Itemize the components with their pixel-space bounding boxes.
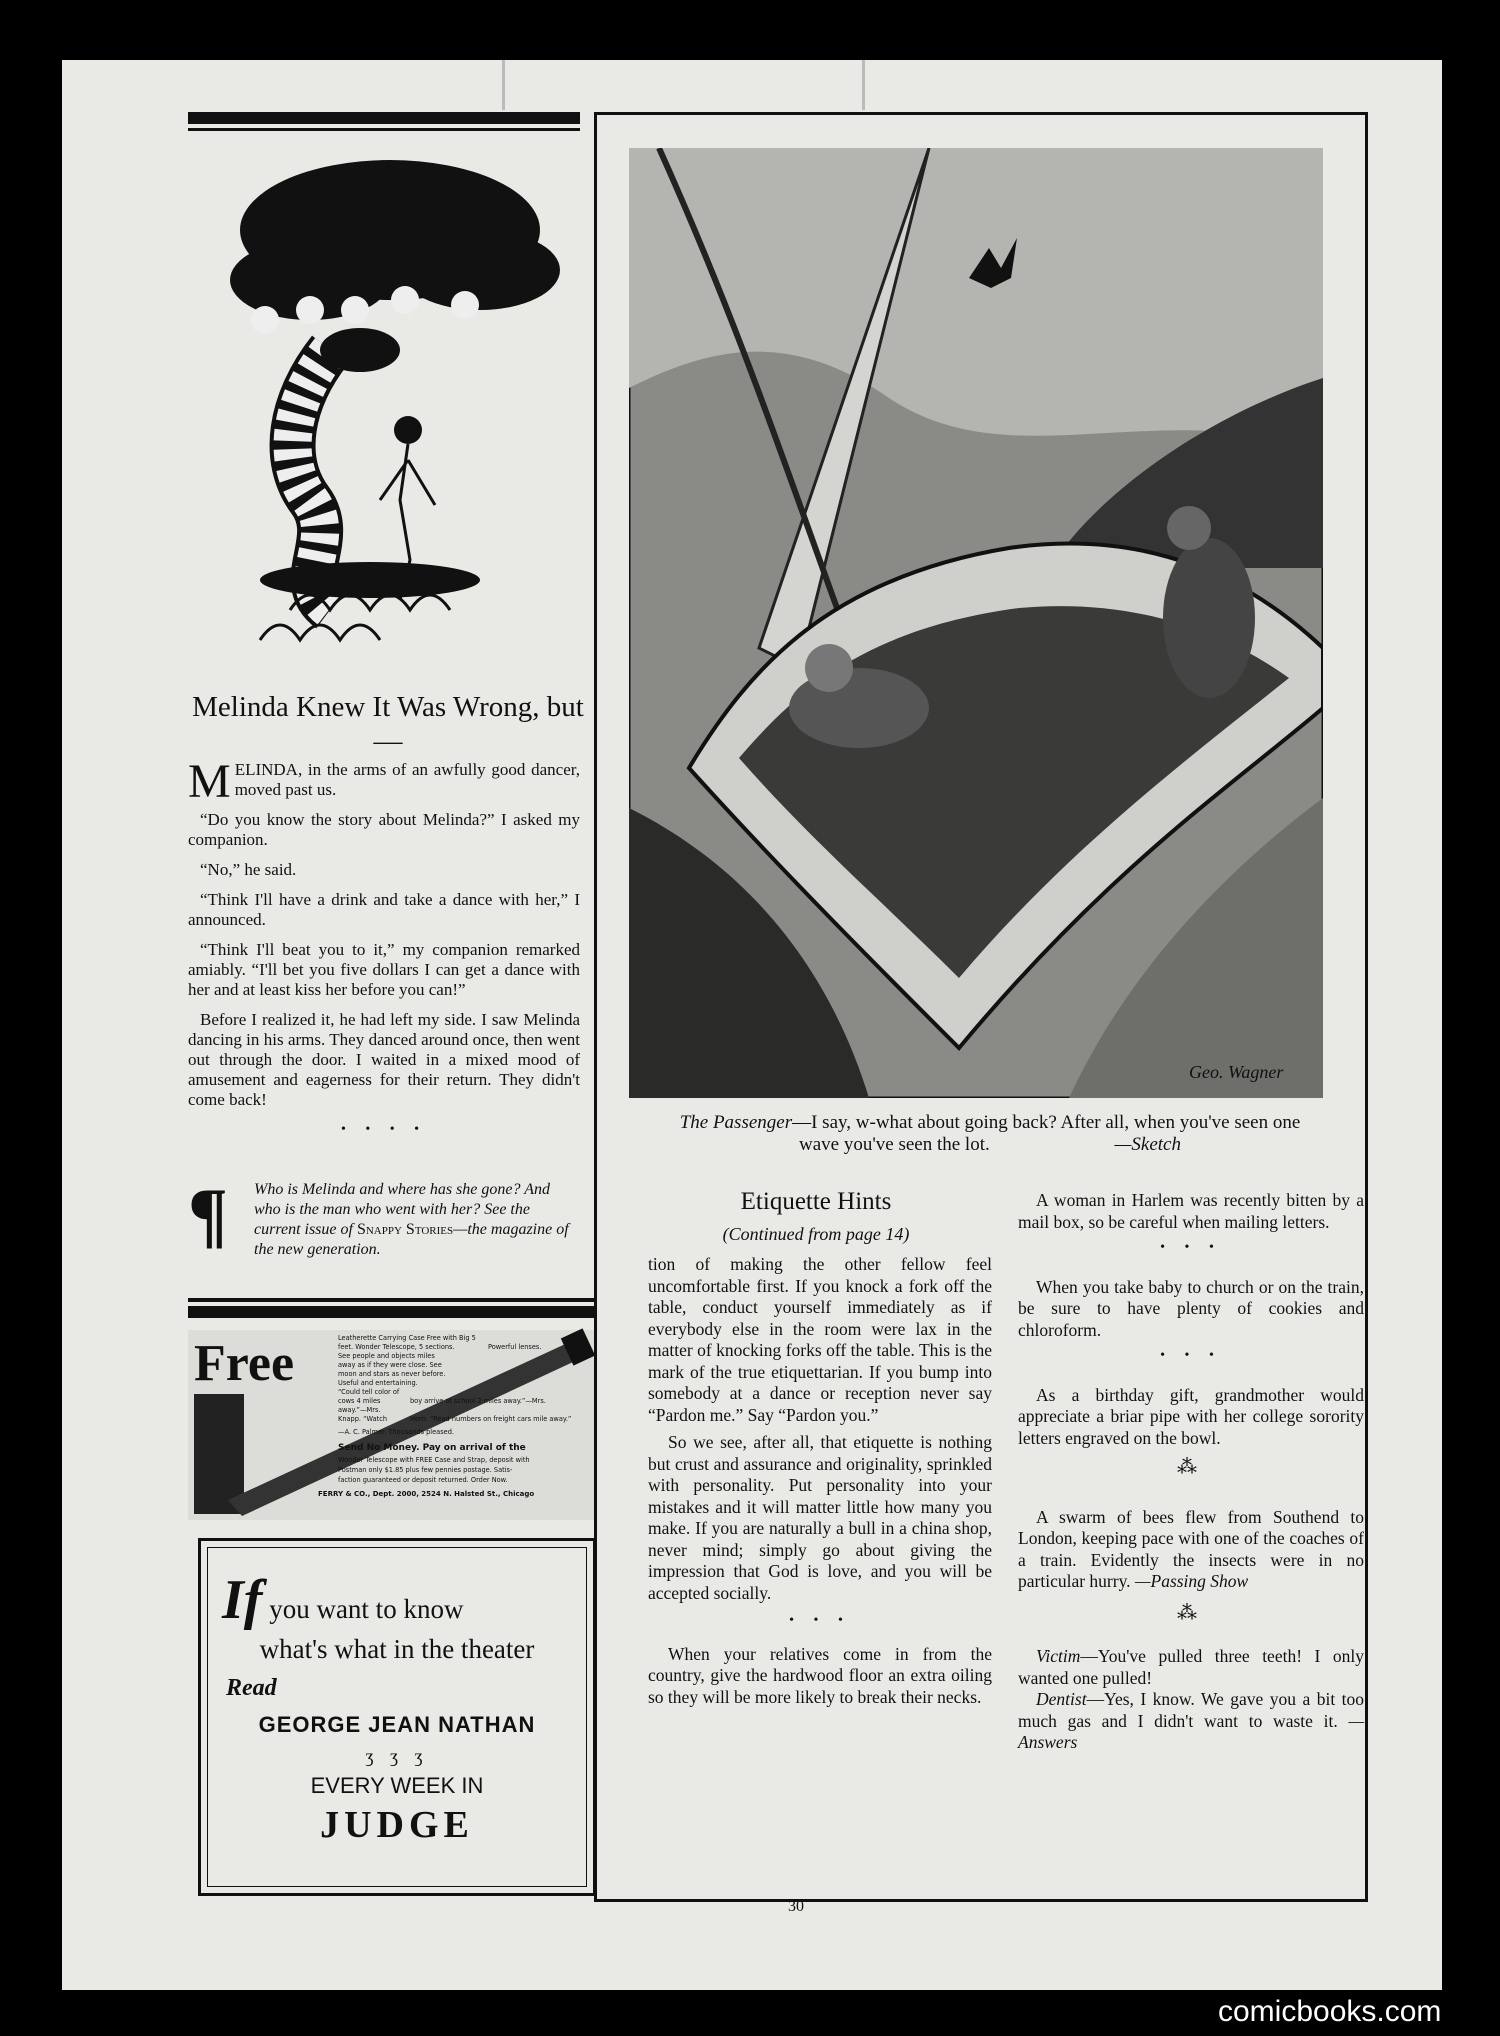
joke-source: —Passing Show xyxy=(1134,1571,1249,1591)
snappy-stories-promo xyxy=(188,1174,580,1260)
etiquette-column xyxy=(648,1254,992,1714)
joke-paragraph xyxy=(1018,1646,1364,1689)
separator-ornament: ⁂ xyxy=(1177,1601,1205,1624)
judge-ad-inner xyxy=(207,1547,587,1887)
judge-author: GEORGE JEAN NATHAN xyxy=(258,1712,536,1737)
svg-text:FERRY & CO., Dept. 2000, 2524: FERRY & CO., Dept. 2000, 2524 N. Halsted St., Chicago xyxy=(318,1490,535,1498)
svg-text:away as if they were close. Se: away as if they were close. See xyxy=(338,1361,442,1369)
svg-text:faction guaranteed or deposit: faction guaranteed or deposit returned. Order Now. xyxy=(338,1476,508,1484)
svg-text:Postman only $1.85 plus few pe: Postman only $1.85 plus few pennies postage. Satis- xyxy=(338,1466,513,1474)
promo-text xyxy=(254,1180,580,1260)
judge-ornament: ʒ ʒ ʒ xyxy=(365,1746,429,1766)
joke-paragraph: As a birthday gift, grandmother would appreciate a briar pipe with her college sorority letters engraved on the bowl. xyxy=(1018,1384,1364,1448)
judge-read: Read xyxy=(226,1675,277,1701)
victim-text: —You've pulled three teeth! I only wanted one pulled! xyxy=(1018,1646,1364,1688)
judge-every-week: EVERY WEEK IN xyxy=(310,1773,484,1798)
free-label: Free xyxy=(194,1335,295,1392)
separator-dots: • • • xyxy=(1160,1240,1222,1255)
etiquette-title: Etiquette Hints xyxy=(740,1188,892,1215)
judge-line1-text: you want to know xyxy=(269,1594,464,1624)
top-rule-thin xyxy=(188,128,580,131)
ad-rule xyxy=(188,1298,596,1302)
story-paragraph: “Think I'll beat you to it,” my companion remarked amiably. “I'll bet you five dollars I can get a dance with her and at least kiss her before you can!” xyxy=(188,940,580,999)
caption-speaker: The Passenger xyxy=(679,1112,793,1133)
svg-text:Send No Money. Pay on arrival: Send No Money. Pay on arrival of the xyxy=(338,1443,526,1453)
story-paragraph: Before I realized it, he had left my side. I saw Melinda dancing in his arms. They danced around once, then went out through the door. I waited in a mixed mood of amusement and eagerness for their return. They didn't come back! xyxy=(188,1010,580,1109)
etiquette-paragraph: When your relatives come in from the country, give the hardwood floor an extra oiling so they will be more likely to break their necks. xyxy=(648,1643,992,1707)
serpent-tree-illustration xyxy=(200,140,580,670)
svg-text:cows 4 miles: cows 4 miles xyxy=(338,1397,381,1405)
story-paragraph xyxy=(188,755,580,808)
joke-paragraph xyxy=(1018,1689,1364,1754)
big-if: If xyxy=(222,1569,263,1631)
melinda-title: Melinda Knew It Was Wrong, but— xyxy=(192,691,584,757)
watermark: comicbooks.com xyxy=(1218,1995,1442,2028)
separator-dots: • • • xyxy=(789,1613,851,1628)
magazine-name: Snappy Stories xyxy=(356,1221,454,1238)
svg-text:feet. Wonder Telescope, 5 sect: feet. Wonder Telescope, 5 sections. xyxy=(338,1343,455,1351)
victim-label: Victim xyxy=(1036,1646,1081,1666)
svg-text:Leatherette Carrying Case Free: Leatherette Carrying Case Free with Big 5 xyxy=(338,1334,476,1342)
svg-text:away.”—Mrs.: away.”—Mrs. xyxy=(338,1406,381,1414)
story-text: ELINDA, in the arms of an awfully good dancer, moved past us. xyxy=(234,760,580,799)
jokes-column xyxy=(1018,1190,1364,1754)
artist-signature: Geo. Wagner xyxy=(1189,1062,1284,1082)
judge-ad xyxy=(198,1538,596,1896)
melinda-story xyxy=(188,755,580,1144)
svg-text:See people and objects miles: See people and objects miles xyxy=(338,1352,435,1360)
promo-text-a: Who is Melinda and where has she gone? And who is the man who went with her? See the current issue of xyxy=(254,1181,550,1238)
joke-paragraph: When you take baby to church or on the train, be sure to have plenty of cookies and chloroform. xyxy=(1018,1276,1364,1340)
dentist-text: —Yes, I know. We gave you a bit too much gas and I didn't want to waste it. xyxy=(1018,1689,1364,1731)
svg-text:Wonder Telescope with FREE Cas: Wonder Telescope with FREE Case and Strap, deposit with xyxy=(338,1456,530,1464)
judge-magazine: JUDGE xyxy=(320,1804,474,1846)
telescope-ad xyxy=(188,1310,596,1520)
svg-text:moon and stars as never before: moon and stars as never before. xyxy=(338,1370,446,1378)
joke-source: —Answers xyxy=(1018,1710,1364,1752)
dropcap: M xyxy=(188,755,231,808)
separator-dots: • • • xyxy=(1160,1348,1222,1363)
etiquette-paragraph: So we see, after all, that etiquette is nothing but crust and assurance and originality, sprinkled with personality. Put personality into your mistakes and it will matter little how many you make. If you are naturally a bull in a china shop, never mind; simply go about giving the impression that God is love, and you will be accepted socially. xyxy=(648,1432,992,1603)
promo-text-b: —the magazine of the new generation. xyxy=(254,1221,569,1258)
dentist-label: Dentist xyxy=(1036,1689,1087,1709)
separator-dots: • • • • xyxy=(340,1122,428,1137)
svg-text:Horn. “Read numbers on freight: Horn. “Read numbers on freight cars mile away.” xyxy=(410,1415,572,1423)
boat-in-storm-illustration xyxy=(629,148,1323,1098)
binding-mark xyxy=(502,60,505,110)
svg-text:“Could tell color of: “Could tell color of xyxy=(338,1388,400,1396)
svg-text:Powerful lenses.: Powerful lenses. xyxy=(488,1343,542,1351)
joke-paragraph xyxy=(1018,1507,1364,1593)
story-paragraph: “Think I'll have a drink and take a dance with her,” I announced. xyxy=(188,890,580,929)
story-paragraph: “No,” he said. xyxy=(200,860,297,879)
etiquette-paragraph: tion of making the other fellow feel uncomfortable first. If you knock a fork off the table, conduct yourself immediately as if everybody else in the room were lax in the matter of knocking forks off the table. This is the mark of the true etiquettarian. If you bump into somebody at a dance or reception never say “Pardon me.” Say “Pardon you.” xyxy=(648,1254,992,1425)
illustration-caption xyxy=(660,1112,1320,1156)
caption-text: —I say, w-what about going back? After all, when you've seen one wave you've seen the lot. xyxy=(792,1112,1301,1155)
judge-line2: what's what in the theater xyxy=(259,1634,535,1664)
binding-mark xyxy=(862,60,865,110)
svg-text:Useful and entertaining.: Useful and entertaining. xyxy=(338,1379,418,1387)
pilcrow-icon: ¶ xyxy=(188,1174,228,1256)
judge-line1 xyxy=(208,1568,586,1632)
caption-source: —Sketch xyxy=(1114,1134,1181,1155)
story-paragraph: “Do you know the story about Melinda?” I asked my companion. xyxy=(188,810,580,849)
svg-text:boy arrive at school 2 miles a: boy arrive at school 2 miles away.”—Mrs. xyxy=(410,1397,546,1405)
page-number: 30 xyxy=(788,1898,804,1915)
joke-paragraph: A woman in Harlem was recently bitten by a mail box, so be careful when mailing letters. xyxy=(1018,1190,1364,1232)
separator-ornament: ⁂ xyxy=(1177,1456,1205,1478)
etiquette-continued: (Continued from page 14) xyxy=(722,1224,910,1244)
joke-text: A swarm of bees flew from Southend to London, keeping pace with one of the coaches of a train. Evidently the insects were in no particular hurry. xyxy=(1018,1506,1364,1591)
top-rule xyxy=(188,112,580,124)
svg-text:—A. C. Palmer. Thousands pleas: —A. C. Palmer. Thousands pleased. xyxy=(338,1428,454,1436)
svg-text:Knapp. “Watch: Knapp. “Watch xyxy=(338,1415,388,1423)
